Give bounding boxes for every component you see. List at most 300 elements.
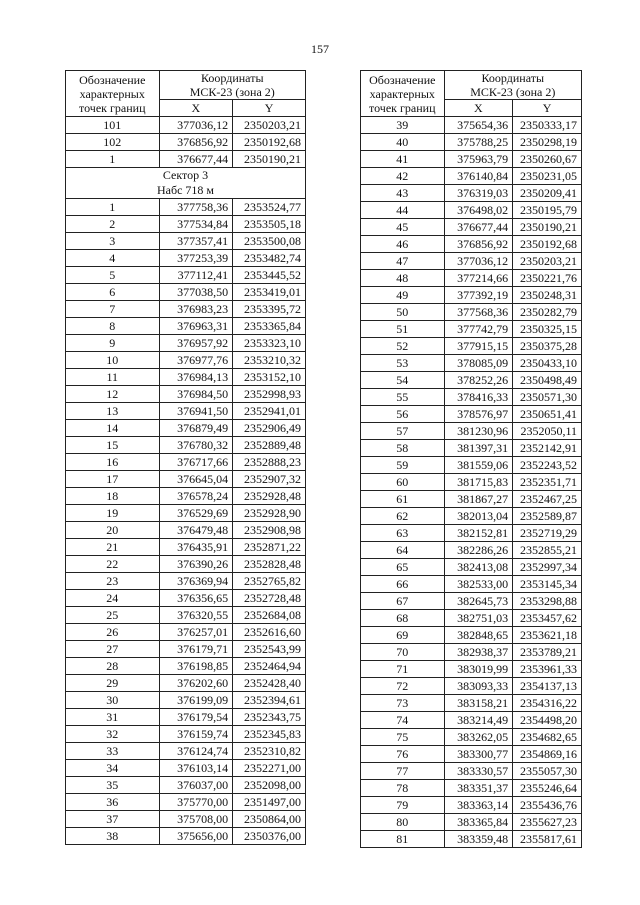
table-row <box>66 471 306 488</box>
table-row <box>361 610 582 627</box>
point-label-cell: 17 <box>66 471 160 488</box>
table-row <box>66 607 306 624</box>
table-row <box>66 386 306 403</box>
y-coordinate-cell: 2353961,33 <box>513 661 582 678</box>
x-coordinate-cell: 376977,76 <box>159 352 233 369</box>
y-coordinate-cell: 2355246,64 <box>513 780 582 797</box>
x-coordinate-cell: 376435,91 <box>159 539 233 556</box>
y-coordinate-cell: 2352428,40 <box>233 675 306 692</box>
y-coordinate-cell: 2352351,71 <box>513 474 582 491</box>
x-coordinate-cell: 376257,01 <box>159 624 233 641</box>
x-coordinate-cell: 376479,48 <box>159 522 233 539</box>
point-label-cell: 29 <box>66 675 160 692</box>
y-coordinate-cell: 2353789,21 <box>513 644 582 661</box>
y-coordinate-cell: 2353365,84 <box>233 318 306 335</box>
table-row <box>361 831 582 848</box>
table-row <box>361 678 582 695</box>
table-row <box>361 202 582 219</box>
x-coordinate-cell: 376103,14 <box>159 760 233 777</box>
x-coordinate-cell: 376983,23 <box>159 301 233 318</box>
y-coordinate-cell: 2352684,08 <box>233 607 306 624</box>
y-coordinate-cell: 2355627,23 <box>513 814 582 831</box>
x-coordinate-cell: 375654,36 <box>444 117 513 134</box>
y-coordinate-cell: 2353210,32 <box>233 352 306 369</box>
y-coordinate-cell: 2350195,79 <box>513 202 582 219</box>
table-row <box>66 658 306 675</box>
y-coordinate-cell: 2352345,83 <box>233 726 306 743</box>
point-label-cell: 3 <box>66 233 160 250</box>
point-label-cell: 51 <box>361 321 445 338</box>
y-coordinate-cell: 2352928,90 <box>233 505 306 522</box>
point-label-cell: 48 <box>361 270 445 287</box>
x-coordinate-cell: 376390,26 <box>159 556 233 573</box>
y-coordinate-cell: 2352343,75 <box>233 709 306 726</box>
table-row <box>66 199 306 216</box>
point-label-cell: 1 <box>66 151 160 168</box>
table-row <box>361 406 582 423</box>
point-label-cell: 74 <box>361 712 445 729</box>
x-coordinate-cell: 376369,94 <box>159 573 233 590</box>
x-coordinate-cell: 376529,69 <box>159 505 233 522</box>
table-row <box>361 576 582 593</box>
point-label-cell: 35 <box>66 777 160 794</box>
table-row <box>361 780 582 797</box>
y-coordinate-cell: 2350190,21 <box>233 151 306 168</box>
table-row <box>66 743 306 760</box>
x-coordinate-cell: 376879,49 <box>159 420 233 437</box>
point-label-cell: 50 <box>361 304 445 321</box>
y-coordinate-cell: 2352464,94 <box>233 658 306 675</box>
table-row <box>361 508 582 525</box>
point-label-cell: 11 <box>66 369 160 386</box>
x-coordinate-cell: 377036,12 <box>444 253 513 270</box>
y-coordinate-cell: 2351497,00 <box>233 794 306 811</box>
point-label-cell: 58 <box>361 440 445 457</box>
point-label-cell: 73 <box>361 695 445 712</box>
y-coordinate-cell: 2350192,68 <box>513 236 582 253</box>
table-row <box>66 811 306 828</box>
y-coordinate-cell: 2352765,82 <box>233 573 306 590</box>
point-label-cell: 37 <box>66 811 160 828</box>
y-coordinate-cell: 2353457,62 <box>513 610 582 627</box>
x-coordinate-cell: 376319,03 <box>444 185 513 202</box>
y-coordinate-cell: 2352907,32 <box>233 471 306 488</box>
x-coordinate-cell: 376963,31 <box>159 318 233 335</box>
x-coordinate-cell: 378085,09 <box>444 355 513 372</box>
x-coordinate-cell: 377534,84 <box>159 216 233 233</box>
coordinates-table-left <box>65 70 306 845</box>
table-row <box>361 253 582 270</box>
y-coordinate-cell: 2352271,00 <box>233 760 306 777</box>
point-label-cell: 30 <box>66 692 160 709</box>
table-row <box>361 219 582 236</box>
y-coordinate-cell: 2352941,01 <box>233 403 306 420</box>
point-label-cell: 44 <box>361 202 445 219</box>
y-coordinate-cell: 2352098,00 <box>233 777 306 794</box>
point-label-cell: 65 <box>361 559 445 576</box>
point-label-cell: 81 <box>361 831 445 848</box>
x-coordinate-cell: 381715,83 <box>444 474 513 491</box>
y-coordinate-cell: 2352728,48 <box>233 590 306 607</box>
table-row <box>66 539 306 556</box>
point-label-cell: 61 <box>361 491 445 508</box>
x-coordinate-cell: 376320,55 <box>159 607 233 624</box>
table-row <box>66 318 306 335</box>
x-coordinate-cell: 382286,26 <box>444 542 513 559</box>
point-label-cell: 20 <box>66 522 160 539</box>
y-coordinate-cell: 2354682,65 <box>513 729 582 746</box>
y-coordinate-cell: 2353419,01 <box>233 284 306 301</box>
y-coordinate-cell: 2350190,21 <box>513 219 582 236</box>
table-row <box>361 729 582 746</box>
point-label-cell: 60 <box>361 474 445 491</box>
x-coordinate-cell: 377758,36 <box>159 199 233 216</box>
x-coordinate-cell: 376780,32 <box>159 437 233 454</box>
y-coordinate-cell: 2350260,67 <box>513 151 582 168</box>
point-label-cell: 22 <box>66 556 160 573</box>
table-row <box>66 624 306 641</box>
y-coordinate-cell: 2350203,21 <box>233 117 306 134</box>
y-coordinate-cell: 2353152,10 <box>233 369 306 386</box>
x-coordinate-cell: 378576,97 <box>444 406 513 423</box>
y-coordinate-cell: 2350248,31 <box>513 287 582 304</box>
point-label-cell: 23 <box>66 573 160 590</box>
point-label-cell: 13 <box>66 403 160 420</box>
y-coordinate-cell: 2352467,25 <box>513 491 582 508</box>
x-coordinate-cell: 381867,27 <box>444 491 513 508</box>
table-row <box>361 440 582 457</box>
y-coordinate-cell: 2350209,41 <box>513 185 582 202</box>
point-label-cell: 54 <box>361 372 445 389</box>
x-coordinate-cell: 381230,96 <box>444 423 513 440</box>
point-label-cell: 18 <box>66 488 160 505</box>
x-coordinate-cell: 377036,12 <box>159 117 233 134</box>
x-coordinate-cell: 382013,04 <box>444 508 513 525</box>
point-label-cell: 12 <box>66 386 160 403</box>
point-label-cell: 55 <box>361 389 445 406</box>
table-row <box>361 270 582 287</box>
y-coordinate-cell: 2352050,11 <box>513 423 582 440</box>
point-label-cell: 68 <box>361 610 445 627</box>
point-label-cell: 8 <box>66 318 160 335</box>
x-coordinate-cell: 383363,14 <box>444 797 513 814</box>
x-coordinate-cell: 383359,48 <box>444 831 513 848</box>
point-label-cell: 63 <box>361 525 445 542</box>
table-row <box>361 423 582 440</box>
table-row <box>66 709 306 726</box>
table-row <box>361 338 582 355</box>
table-row <box>361 814 582 831</box>
point-label-cell: 49 <box>361 287 445 304</box>
point-label-cell: 64 <box>361 542 445 559</box>
point-label-cell: 10 <box>66 352 160 369</box>
x-coordinate-cell: 383300,77 <box>444 746 513 763</box>
x-coordinate-cell: 375963,79 <box>444 151 513 168</box>
x-coordinate-cell: 377568,36 <box>444 304 513 321</box>
point-label-cell: 1 <box>66 199 160 216</box>
y-column-header: Y <box>233 100 306 117</box>
x-coordinate-cell: 376856,92 <box>159 134 233 151</box>
table-row <box>361 134 582 151</box>
point-label-cell: 59 <box>361 457 445 474</box>
y-coordinate-cell: 2350375,28 <box>513 338 582 355</box>
table-row <box>361 763 582 780</box>
y-coordinate-cell: 2350376,00 <box>233 828 306 845</box>
table-row <box>66 352 306 369</box>
point-label-cell: 24 <box>66 590 160 607</box>
x-coordinate-cell: 376677,44 <box>159 151 233 168</box>
x-coordinate-cell: 377112,41 <box>159 267 233 284</box>
point-label-cell: 47 <box>361 253 445 270</box>
table-row <box>66 777 306 794</box>
x-coordinate-cell: 377742,79 <box>444 321 513 338</box>
point-label-cell: 25 <box>66 607 160 624</box>
table-row <box>361 525 582 542</box>
point-label-cell: 62 <box>361 508 445 525</box>
point-label-cell: 53 <box>361 355 445 372</box>
y-coordinate-cell: 2352394,61 <box>233 692 306 709</box>
y-coordinate-cell: 2353505,18 <box>233 216 306 233</box>
point-label-cell: 66 <box>361 576 445 593</box>
x-coordinate-cell: 376578,24 <box>159 488 233 505</box>
table-row <box>361 627 582 644</box>
point-label-cell: 46 <box>361 236 445 253</box>
point-label-cell: 45 <box>361 219 445 236</box>
point-label-cell: 76 <box>361 746 445 763</box>
x-coordinate-cell: 376124,74 <box>159 743 233 760</box>
table-row <box>66 335 306 352</box>
x-coordinate-cell: 376677,44 <box>444 219 513 236</box>
table-row <box>361 746 582 763</box>
point-label-cell: 101 <box>66 117 160 134</box>
x-coordinate-cell: 376498,02 <box>444 202 513 219</box>
y-coordinate-cell: 2352142,91 <box>513 440 582 457</box>
x-coordinate-cell: 376140,84 <box>444 168 513 185</box>
x-coordinate-cell: 381397,31 <box>444 440 513 457</box>
point-label-cell: 69 <box>361 627 445 644</box>
point-label-cell: 42 <box>361 168 445 185</box>
table-row <box>66 216 306 233</box>
point-label-cell: 7 <box>66 301 160 318</box>
point-label-cell: 75 <box>361 729 445 746</box>
table-row <box>66 267 306 284</box>
point-label-cell: 39 <box>361 117 445 134</box>
table-row <box>66 675 306 692</box>
table-row <box>361 491 582 508</box>
table-row <box>361 236 582 253</box>
table-row <box>66 590 306 607</box>
x-coordinate-cell: 383214,49 <box>444 712 513 729</box>
point-label-cell: 79 <box>361 797 445 814</box>
y-coordinate-cell: 2355057,30 <box>513 763 582 780</box>
y-coordinate-cell: 2350651,41 <box>513 406 582 423</box>
coordinates-header: Координаты МСК-23 (зона 2) <box>444 71 581 100</box>
point-label-cell: 9 <box>66 335 160 352</box>
table-row <box>361 151 582 168</box>
table-row <box>361 117 582 134</box>
point-label-cell: 102 <box>66 134 160 151</box>
y-coordinate-cell: 2352719,29 <box>513 525 582 542</box>
point-label-cell: 52 <box>361 338 445 355</box>
y-coordinate-cell: 2354137,13 <box>513 678 582 695</box>
table-row <box>66 301 306 318</box>
x-coordinate-cell: 376198,85 <box>159 658 233 675</box>
point-label-cell: 70 <box>361 644 445 661</box>
x-coordinate-cell: 382848,65 <box>444 627 513 644</box>
point-label-cell: 5 <box>66 267 160 284</box>
sector-header: Сектор 3 Набс 718 м <box>66 168 306 199</box>
y-coordinate-cell: 2350333,17 <box>513 117 582 134</box>
y-coordinate-cell: 2352997,34 <box>513 559 582 576</box>
table-row <box>361 457 582 474</box>
point-label-cell: 19 <box>66 505 160 522</box>
point-label-cell: 71 <box>361 661 445 678</box>
y-coordinate-cell: 2352908,98 <box>233 522 306 539</box>
point-label-cell: 28 <box>66 658 160 675</box>
y-coordinate-cell: 2352871,22 <box>233 539 306 556</box>
table-row <box>361 644 582 661</box>
point-label-cell: 77 <box>361 763 445 780</box>
table-row <box>66 641 306 658</box>
table-row <box>361 593 582 610</box>
y-coordinate-cell: 2354869,16 <box>513 746 582 763</box>
table-row <box>66 369 306 386</box>
y-coordinate-cell: 2350282,79 <box>513 304 582 321</box>
x-coordinate-cell: 376984,50 <box>159 386 233 403</box>
table-row <box>66 573 306 590</box>
y-coordinate-cell: 2352828,48 <box>233 556 306 573</box>
y-coordinate-cell: 2355436,76 <box>513 797 582 814</box>
y-coordinate-cell: 2353445,52 <box>233 267 306 284</box>
y-coordinate-cell: 2353323,10 <box>233 335 306 352</box>
table-row <box>361 474 582 491</box>
table-row <box>361 355 582 372</box>
y-coordinate-cell: 2353621,18 <box>513 627 582 644</box>
x-coordinate-cell: 383262,05 <box>444 729 513 746</box>
table-row <box>361 389 582 406</box>
table-row <box>66 794 306 811</box>
point-label-cell: 4 <box>66 250 160 267</box>
y-coordinate-cell: 2352998,93 <box>233 386 306 403</box>
point-label-cell: 15 <box>66 437 160 454</box>
x-coordinate-cell: 375656,00 <box>159 828 233 845</box>
x-coordinate-cell: 382645,73 <box>444 593 513 610</box>
x-coordinate-cell: 381559,06 <box>444 457 513 474</box>
y-coordinate-cell: 2354498,20 <box>513 712 582 729</box>
point-label-cell: 41 <box>361 151 445 168</box>
point-label-cell: 56 <box>361 406 445 423</box>
y-coordinate-cell: 2353524,77 <box>233 199 306 216</box>
x-coordinate-cell: 376179,54 <box>159 709 233 726</box>
x-coordinate-cell: 375770,00 <box>159 794 233 811</box>
point-label-cell: 57 <box>361 423 445 440</box>
y-coordinate-cell: 2355817,61 <box>513 831 582 848</box>
x-coordinate-cell: 382533,00 <box>444 576 513 593</box>
table-row <box>361 287 582 304</box>
y-coordinate-cell: 2352888,23 <box>233 454 306 471</box>
table-row <box>66 233 306 250</box>
x-coordinate-cell: 377253,39 <box>159 250 233 267</box>
point-label-cell: 33 <box>66 743 160 760</box>
x-coordinate-cell: 376957,92 <box>159 335 233 352</box>
x-coordinate-cell: 376179,71 <box>159 641 233 658</box>
page-number: 157 <box>311 42 329 56</box>
y-coordinate-cell: 2350192,68 <box>233 134 306 151</box>
table-row <box>66 420 306 437</box>
table-row <box>66 454 306 471</box>
table-row <box>66 692 306 709</box>
y-coordinate-cell: 2352906,49 <box>233 420 306 437</box>
coordinates-header: Координаты МСК-23 (зона 2) <box>159 71 305 100</box>
y-coordinate-cell: 2352928,48 <box>233 488 306 505</box>
y-coordinate-cell: 2354316,22 <box>513 695 582 712</box>
point-label-cell: 43 <box>361 185 445 202</box>
table-row <box>361 661 582 678</box>
y-coordinate-cell: 2350221,76 <box>513 270 582 287</box>
table-row <box>66 437 306 454</box>
table-row <box>361 321 582 338</box>
table-row <box>361 304 582 321</box>
point-label-cell: 78 <box>361 780 445 797</box>
x-coordinate-cell: 383019,99 <box>444 661 513 678</box>
table-row <box>361 559 582 576</box>
x-coordinate-cell: 376856,92 <box>444 236 513 253</box>
table-row <box>361 797 582 814</box>
point-label-cell: 32 <box>66 726 160 743</box>
x-coordinate-cell: 377038,50 <box>159 284 233 301</box>
point-label-cell: 27 <box>66 641 160 658</box>
x-coordinate-cell: 377392,19 <box>444 287 513 304</box>
x-coordinate-cell: 375788,25 <box>444 134 513 151</box>
table-row <box>361 168 582 185</box>
table-row <box>66 284 306 301</box>
x-coordinate-cell: 383365,84 <box>444 814 513 831</box>
x-column-header: X <box>444 100 513 117</box>
point-label-cell: 36 <box>66 794 160 811</box>
table-row <box>361 712 582 729</box>
point-label-cell: 26 <box>66 624 160 641</box>
y-coordinate-cell: 2353482,74 <box>233 250 306 267</box>
point-label-cell: 16 <box>66 454 160 471</box>
x-coordinate-cell: 376199,09 <box>159 692 233 709</box>
x-coordinate-cell: 376941,50 <box>159 403 233 420</box>
x-column-header: X <box>159 100 233 117</box>
table-row <box>361 372 582 389</box>
y-coordinate-cell: 2350498,49 <box>513 372 582 389</box>
table-row <box>66 134 306 151</box>
x-coordinate-cell: 376202,60 <box>159 675 233 692</box>
table-row <box>66 828 306 845</box>
table-row <box>66 556 306 573</box>
table-row <box>66 505 306 522</box>
coordinates-table-right <box>360 70 582 848</box>
point-label-cell: 72 <box>361 678 445 695</box>
point-label-cell: 2 <box>66 216 160 233</box>
point-label-cell: 21 <box>66 539 160 556</box>
y-coordinate-cell: 2352889,48 <box>233 437 306 454</box>
y-coordinate-cell: 2350571,30 <box>513 389 582 406</box>
y-coordinate-cell: 2350433,10 <box>513 355 582 372</box>
table-row <box>66 488 306 505</box>
x-coordinate-cell: 377915,15 <box>444 338 513 355</box>
table-row <box>66 151 306 168</box>
point-label-cell: 31 <box>66 709 160 726</box>
x-coordinate-cell: 382413,08 <box>444 559 513 576</box>
x-coordinate-cell: 383093,33 <box>444 678 513 695</box>
x-coordinate-cell: 376645,04 <box>159 471 233 488</box>
point-label-cell: 6 <box>66 284 160 301</box>
x-coordinate-cell: 376159,74 <box>159 726 233 743</box>
